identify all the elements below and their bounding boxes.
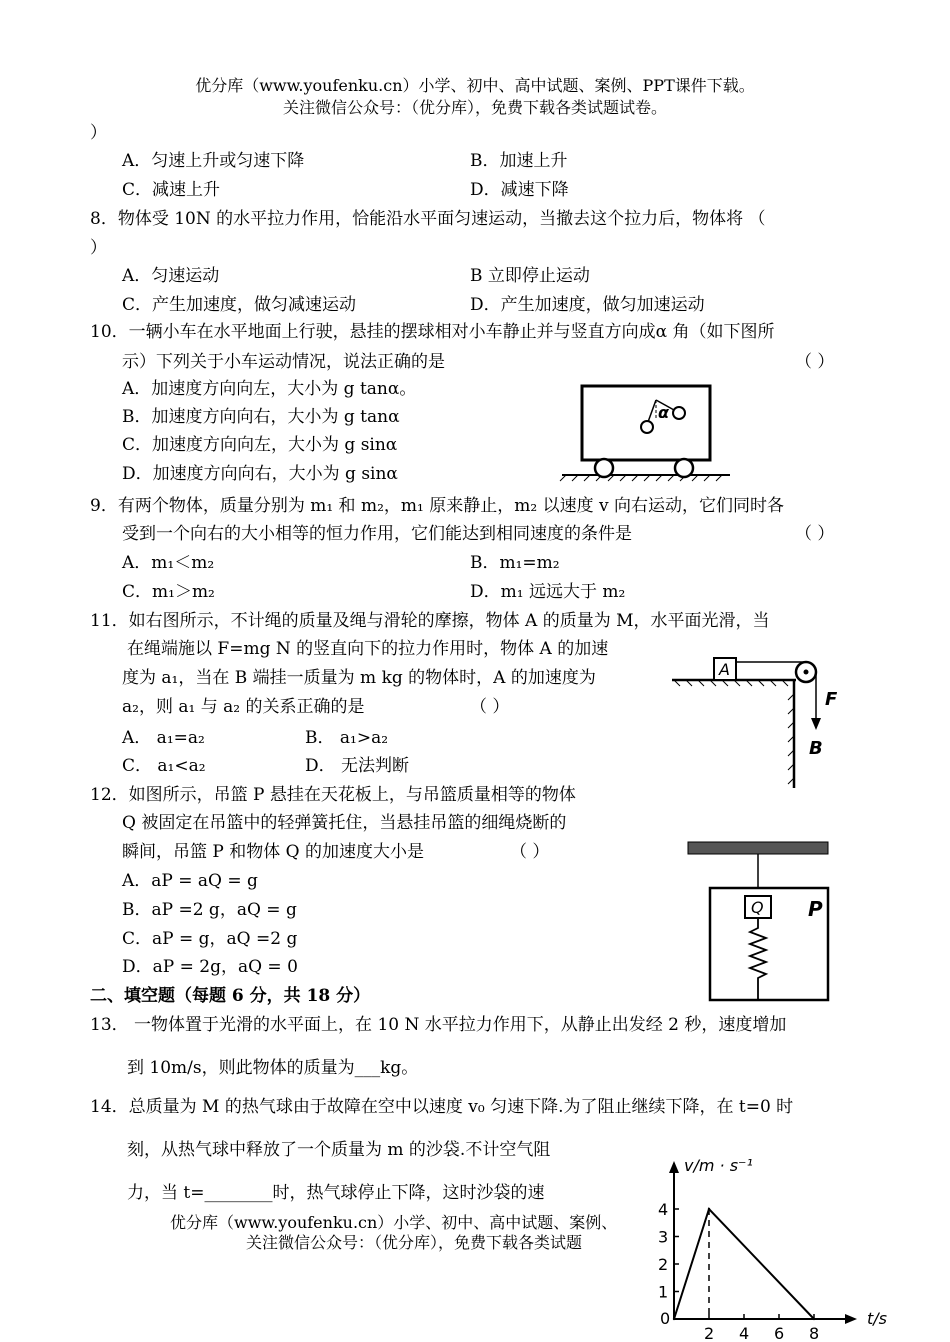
q8-option-a: A．匀速运动 xyxy=(122,266,220,286)
velocity-data-point xyxy=(813,1318,815,1320)
q10-cart-figure xyxy=(560,380,730,490)
q11-stem-2: 在绳端施以 F=mg N 的竖直向下的拉力作用时，物体 A 的加速 xyxy=(127,639,609,659)
q11-option-c: C． a₁<a₂ xyxy=(122,756,206,776)
fragment-top: ） xyxy=(90,123,107,143)
q12-option-d: D．aP = 2g，aQ = 0 xyxy=(122,957,298,977)
q13-line-1: 13． 一物体置于光滑的水平面上，在 10 N 水平拉力作用下，从静止出发经 2 秒，速度增加 xyxy=(90,1015,787,1035)
q11-option-a: A． a₁=a₂ xyxy=(122,728,205,748)
q12-basket-figure xyxy=(688,838,838,1006)
q11-stem-1: 11．如右图所示，不计绳的质量及绳与滑轮的摩擦，物体 A 的质量为 M，水平面光滑，当 xyxy=(90,611,770,631)
q10-stem-1: 10．一辆小车在水平地面上行驶，悬挂的摆球相对小车静止并与竖直方向成α 角（如下图所 xyxy=(90,322,775,342)
object-q-label: Q xyxy=(751,898,764,917)
q12-option-a: A．aP = aQ = g xyxy=(122,871,258,891)
vt-chart xyxy=(640,1158,900,1342)
q12-stem-3: 瞬间，吊篮 P 和物体 Q 的加速度大小是 xyxy=(122,842,424,862)
y-tick-label: 4 xyxy=(658,1200,669,1219)
q9-option-b: B．m₁=m₂ xyxy=(470,553,560,573)
ceiling xyxy=(688,842,828,854)
q12-paren: （ ） xyxy=(510,842,550,862)
y-tick-label: 1 xyxy=(658,1282,669,1302)
pendulum-ball-right xyxy=(673,407,685,419)
q9-paren: （ ） xyxy=(795,524,835,544)
pendulum-string-left xyxy=(648,400,656,422)
q14-line-3: 力，当 t=________时，热气球停止下降，这时沙袋的速 xyxy=(127,1183,545,1203)
x-axis-label: t/s xyxy=(867,1309,887,1328)
force-label: F xyxy=(825,689,838,710)
header-line-2: 关注微信公众号：（优分库），免费下载各类试题试卷。 xyxy=(282,98,667,117)
q11-stem-3: 度为 a₁，当在 B 端挂一质量为 m kg 的物体时，A 的加速度为 xyxy=(122,668,596,688)
q10-option-b: B．加速度方向向右，大小为 g tanα xyxy=(122,407,400,427)
q14-line-1: 14．总质量为 M 的热气球由于故障在空中以速度 v₀ 匀速下降.为了阻止继续下降，在 t=0 时 xyxy=(90,1097,794,1117)
q12-option-c: C．aP = g，aQ =2 g xyxy=(122,929,298,949)
q12-option-b: B．aP =2 g，aQ = g xyxy=(122,900,297,920)
cart-wheel-left xyxy=(595,459,613,477)
y-tick-label: 3 xyxy=(658,1227,669,1247)
q7-option-b: B．加速上升 xyxy=(470,151,568,171)
q8-stem-end: ） xyxy=(90,238,107,258)
velocity-series-line xyxy=(674,1209,814,1319)
cart-wheel-right xyxy=(675,459,693,477)
q11-stem-4: a₂，则 a₁ 与 a₂ 的关系正确的是 xyxy=(122,697,365,717)
x-tick-label: 0 xyxy=(660,1309,671,1328)
force-arrow xyxy=(811,718,821,730)
section-2-heading: 二、填空题（每题 6 分，共 18 分） xyxy=(90,986,371,1006)
angle-label: α xyxy=(658,403,669,422)
x-tick-label: 8 xyxy=(809,1324,820,1342)
q9-option-d: D．m₁ 远远大于 m₂ xyxy=(470,582,626,602)
q10-option-c: C．加速度方向向左，大小为 g sinα xyxy=(122,435,398,455)
q12-stem-1: 12．如图所示，吊篮 P 悬挂在天花板上，与吊篮质量相等的物体 xyxy=(90,785,576,805)
footer-line-1: 优分库（www.youfenku.cn）小学、初中、高中试题、案例、 xyxy=(170,1213,618,1232)
spring xyxy=(750,918,766,1000)
q7-option-d: D．减速下降 xyxy=(470,180,569,200)
q9-stem-2: 受到一个向右的大小相等的恒力作用，它们能达到相同速度的条件是 xyxy=(122,524,632,544)
q10-option-d: D．加速度方向向右，大小为 g sinα xyxy=(122,464,398,484)
q7-option-a: A．匀速上升或匀速下降 xyxy=(122,151,305,171)
q11-pulley-figure xyxy=(670,650,845,790)
pendulum-ball-left xyxy=(641,421,653,433)
x-axis-arrow xyxy=(845,1314,857,1324)
q9-stem-1: 9．有两个物体，质量分别为 m₁ 和 m₂，m₁ 原来静止，m₂ 以速度 v 向右运动，它们同时各 xyxy=(90,496,784,516)
q10-paren: （ ） xyxy=(795,352,835,372)
q7-option-c: C．减速上升 xyxy=(122,180,221,200)
q12-stem-2: Q 被固定在吊篮中的轻弹簧托住，当悬挂吊篮的细绳烧断的 xyxy=(122,813,567,833)
q13-line-2: 到 10m/s，则此物体的质量为___kg。 xyxy=(127,1058,419,1078)
y-axis-label: v/m · s⁻¹ xyxy=(684,1156,753,1175)
q11-option-b: B． a₁>a₂ xyxy=(305,728,389,748)
q9-option-a: A．m₁＜m₂ xyxy=(122,553,215,573)
x-tick-label: 4 xyxy=(739,1324,750,1342)
velocity-data-point xyxy=(708,1208,710,1210)
block-a-label: A xyxy=(719,660,730,679)
q8-stem: 8．物体受 10N 的水平拉力作用，恰能沿水平面匀速运动，当撤去这个拉力后，物体将 （ xyxy=(90,209,766,229)
q8-option-d: D．产生加速度，做匀加速运动 xyxy=(470,295,705,315)
q11-paren: （ ） xyxy=(470,697,510,717)
q8-option-c: C．产生加速度，做匀减速运动 xyxy=(122,295,357,315)
y-axis-arrow xyxy=(669,1161,679,1173)
end-b-label: B xyxy=(809,738,823,759)
q10-option-a: A．加速度方向向左，大小为 g tanα。 xyxy=(122,379,417,399)
footer-line-2: 关注微信公众号：（优分库），免费下载各类试题 xyxy=(246,1233,583,1252)
q10-stem-2: 示）下列关于小车运动情况，说法正确的是 xyxy=(122,352,445,372)
q9-option-c: C．m₁＞m₂ xyxy=(122,582,215,602)
basket-p-label: P xyxy=(808,897,823,921)
header-line-1: 优分库（www.youfenku.cn）小学、初中、高中试题、案例、PPT课件下载。 xyxy=(195,76,755,95)
q8-option-b: B 立即停止运动 xyxy=(470,266,590,286)
q14-line-2: 刻，从热气球中释放了一个质量为 m 的沙袋.不计空气阻 xyxy=(127,1140,551,1160)
velocity-data-point xyxy=(673,1318,675,1320)
y-tick-label: 2 xyxy=(658,1255,669,1274)
q11-option-d: D． 无法判断 xyxy=(305,756,410,776)
x-tick-label: 2 xyxy=(704,1324,715,1342)
x-tick-label: 6 xyxy=(774,1324,785,1342)
